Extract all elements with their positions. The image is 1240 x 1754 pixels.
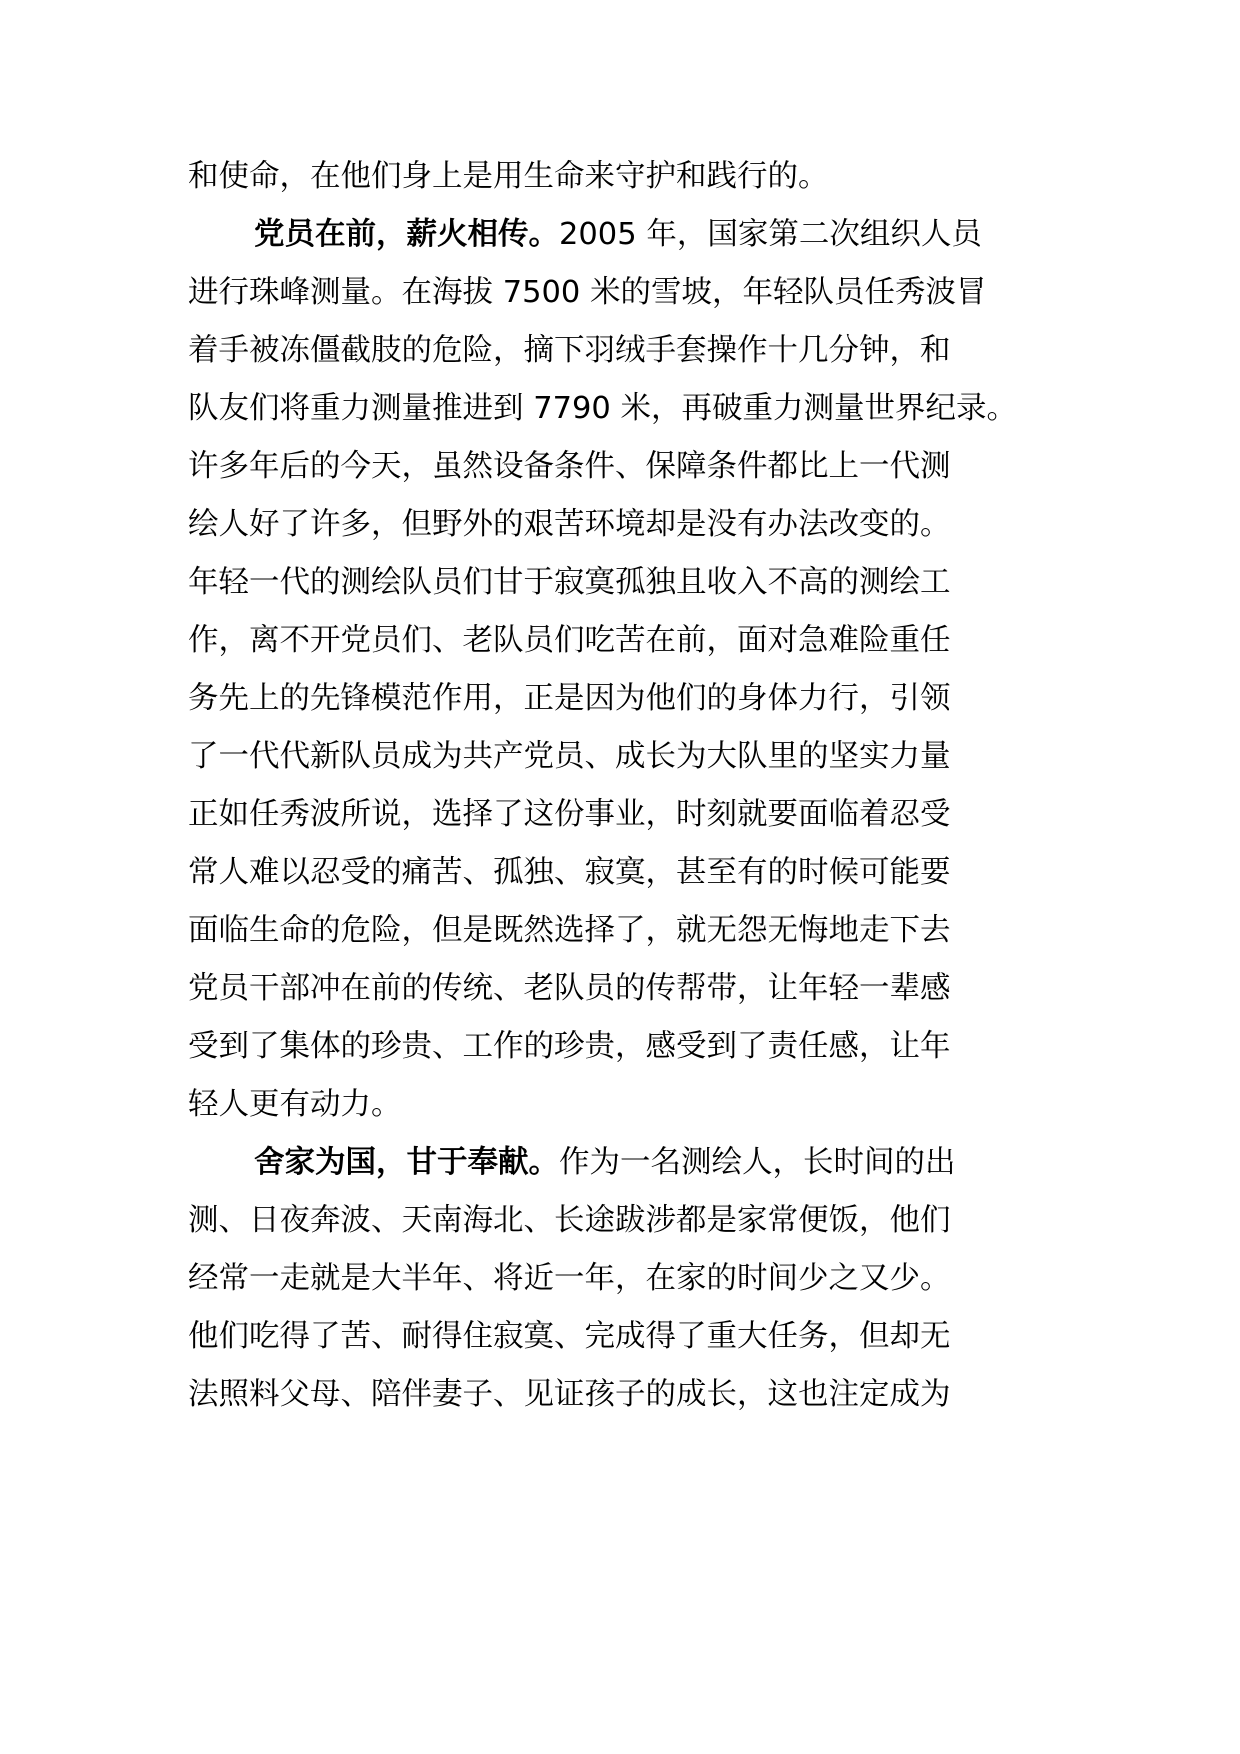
paragraph-text: 务先上的先锋模范作用，正是因为他们的身体力行，引领 [188,681,951,716]
paragraph-text: 轻人更有动力。 [188,1087,402,1122]
paragraph-text: 年轻一代的测绘队员们甘于寂寞孤独且收入不高的测绘工 [188,565,951,600]
paragraph-text: 作，离不开党员们、老队员们吃苦在前，面对急难险重任 [188,623,951,658]
text-line [188,1315,951,1359]
paragraph-text: 常人难以忍受的痛苦、孤独、寂寞，甚至有的时候可能要 [188,855,951,890]
text-line [188,967,951,1011]
text-line [188,271,987,315]
paragraph-text: 进行珠峰测量。在海拔 7500 米的雪坡，年轻队员任秀波冒 [188,275,987,310]
text-line [188,909,951,953]
text-line [188,445,951,489]
text-line [188,851,951,895]
paragraph-text: 队友们将重力测量推进到 7790 米，再破重力测量世界纪录。 [188,391,1018,426]
text-line [188,155,829,199]
paragraph-text: 和使命，在他们身上是用生命来守护和践行的。 [188,159,829,194]
paragraph-text: 面临生命的危险，但是既然选择了，就无怨无悔地走下去 [188,913,951,948]
paragraph-text: 受到了集体的珍贵、工作的珍贵，感受到了责任感，让年 [188,1029,951,1064]
text-line [254,1141,956,1185]
paragraph-text: 测、日夜奔波、天南海北、长途跋涉都是家常便饭，他们 [188,1203,951,1238]
paragraph-text: 了一代代新队员成为共产党员、成长为大队里的坚实力量 [188,739,951,774]
text-line [188,735,951,779]
paragraph-text: 正如任秀波所说，选择了这份事业，时刻就要面临着忍受 [188,797,951,832]
text-line [188,1373,951,1417]
paragraph-text: 绘人好了许多，但野外的艰苦环境却是没有办法改变的。 [188,507,951,542]
paragraph-text: 法照料父母、陪伴妻子、见证孩子的成长，这也注定成为 [188,1377,951,1412]
paragraph-heading: 党员在前，薪火相传。 [254,217,559,252]
paragraph-text: 他们吃得了苦、耐得住寂寞、完成得了重大任务，但却无 [188,1319,951,1354]
text-line [254,213,982,257]
paragraph-text: 经常一走就是大半年、将近一年，在家的时间少之又少。 [188,1261,951,1296]
paragraph-text: 作为一名测绘人，长时间的出 [559,1145,956,1180]
text-line [188,387,1017,431]
text-line [188,561,951,605]
text-line [188,677,951,721]
paragraph-text: 着手被冻僵截肢的危险，摘下羽绒手套操作十几分钟，和 [188,333,951,368]
text-line [188,1257,951,1301]
paragraph-heading: 舍家为国，甘于奉献。 [254,1145,559,1180]
text-line [188,619,951,663]
text-line [188,503,951,547]
text-line [188,1199,951,1243]
text-line [188,1025,951,1069]
text-line [188,793,951,837]
text-line [188,1083,402,1127]
paragraph-text: 党员干部冲在前的传统、老队员的传帮带，让年轻一辈感 [188,971,951,1006]
paragraph-text: 2005 年，国家第二次组织人员 [559,217,982,252]
paragraph-text: 许多年后的今天，虽然设备条件、保障条件都比上一代测 [188,449,951,484]
text-line [188,329,951,373]
